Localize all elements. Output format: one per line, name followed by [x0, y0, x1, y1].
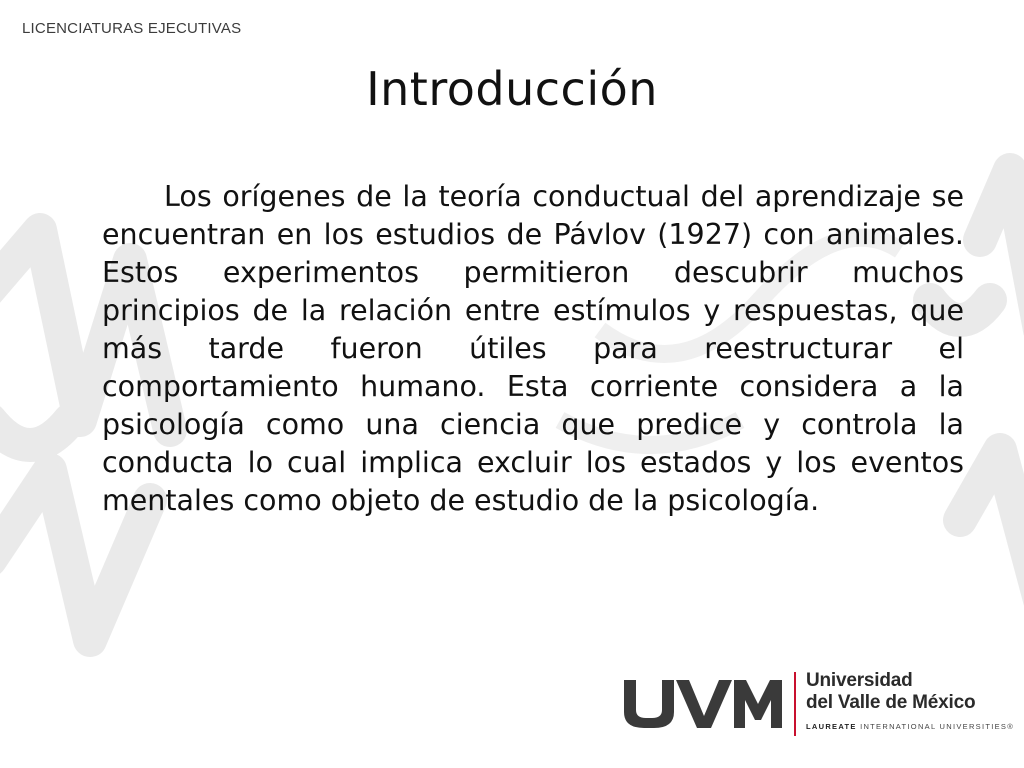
uvm-logo [622, 668, 1015, 746]
laureate-network-line [806, 722, 1014, 731]
university-name-line1: Universidad [806, 670, 913, 691]
laureate-label: LAUREATE [806, 722, 857, 731]
university-name-line2: del Valle de México [806, 692, 976, 713]
program-label: LICENCIATURAS EJECUTIVAS [22, 20, 242, 37]
logo-divider [794, 672, 796, 736]
uvm-mark-icon [622, 678, 782, 730]
slide-title: Introducción [366, 62, 658, 116]
international-universities-label: INTERNATIONAL UNIVERSITIES® [860, 722, 1015, 731]
body-paragraph: Los orígenes de la teoría conductual del aprendizaje se encuentran en los estudios de Pávlov (1927) con animales. Estos experimentos permitieron descubrir muchos principios de la relación entre estímulos y respuestas, que más tarde fueron útiles para reestructurar el comportamiento humano. Esta corriente considera a la psicología como una ciencia que predice y controla la conducta lo cual implica excluir los estados y los eventos mentales como objeto de estudio de la psicología. [102, 180, 964, 517]
